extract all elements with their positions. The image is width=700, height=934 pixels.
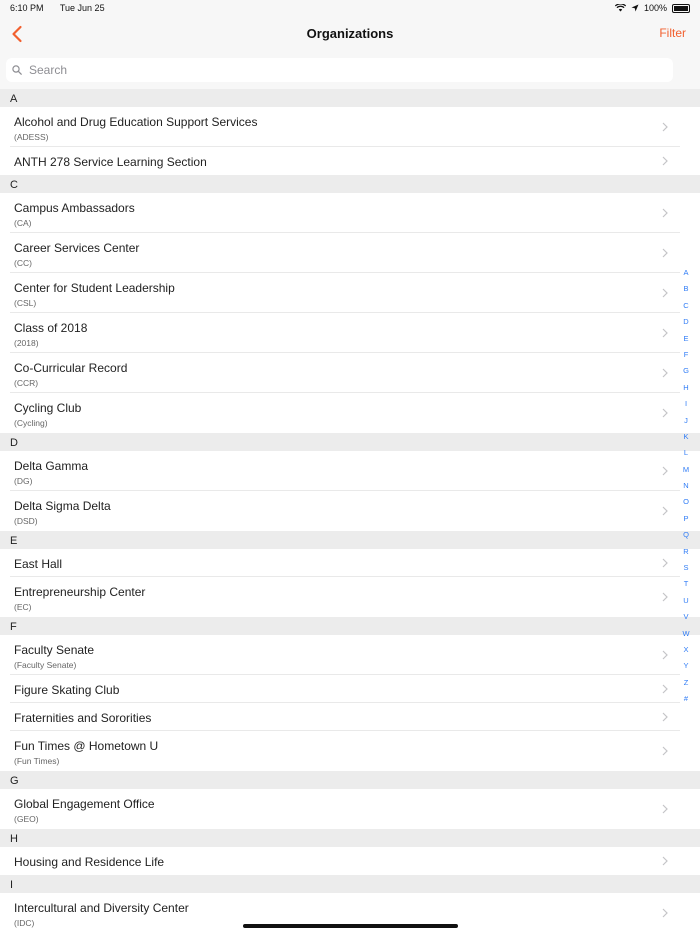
index-letter[interactable]: M <box>682 464 690 474</box>
filter-button[interactable]: Filter <box>659 26 686 40</box>
chevron-right-icon <box>662 248 668 258</box>
index-letter[interactable]: # <box>683 694 689 704</box>
organization-row[interactable] <box>0 703 700 731</box>
chevron-right-icon <box>662 288 668 298</box>
chevron-right-icon <box>662 506 668 516</box>
index-letter[interactable]: X <box>683 644 689 654</box>
organization-abbreviation: (Fun Times) <box>14 756 60 766</box>
organization-name: Delta Sigma Delta <box>14 499 111 513</box>
chevron-right-icon <box>662 856 668 866</box>
organization-abbreviation: (CSL) <box>14 298 37 308</box>
index-letter[interactable]: K <box>683 431 689 441</box>
organization-abbreviation: (CCR) <box>14 378 39 388</box>
search-input[interactable] <box>27 62 631 78</box>
organization-row[interactable] <box>0 313 700 353</box>
index-letter[interactable]: E <box>683 333 689 343</box>
organization-abbreviation: (GEO) <box>14 814 39 824</box>
organization-abbreviation: (CC) <box>14 258 32 268</box>
organization-name: Figure Skating Club <box>14 683 120 697</box>
organization-abbreviation: (Faculty Senate) <box>14 660 77 670</box>
chevron-right-icon <box>662 156 668 166</box>
chevron-right-icon <box>662 466 668 476</box>
organization-name: Center for Student Leadership <box>14 281 175 295</box>
index-letter[interactable]: O <box>683 497 689 507</box>
organization-name: Intercultural and Diversity Center <box>14 901 189 915</box>
chevron-right-icon <box>662 908 668 918</box>
index-letter[interactable]: Z <box>683 677 689 687</box>
organization-abbreviation: (DG) <box>14 476 33 486</box>
organization-name: Faculty Senate <box>14 643 95 657</box>
wifi-icon <box>615 4 626 12</box>
chevron-right-icon <box>662 208 668 218</box>
search-bar <box>0 51 700 89</box>
index-letter[interactable]: B <box>683 284 689 294</box>
organization-row[interactable] <box>0 546 700 577</box>
organization-row[interactable] <box>0 847 700 875</box>
organization-row[interactable] <box>0 789 700 829</box>
section-index <box>680 268 692 711</box>
section-header: A <box>0 89 700 107</box>
organization-name: East Hall <box>14 557 63 571</box>
index-letter[interactable]: N <box>683 481 689 491</box>
chevron-right-icon <box>662 804 668 814</box>
organization-row[interactable] <box>0 233 700 273</box>
chevron-right-icon <box>662 712 668 722</box>
section-header: H <box>0 829 700 847</box>
organization-name: Fraternities and Sororities <box>14 711 152 725</box>
index-letter[interactable]: H <box>683 382 689 392</box>
organizations-list <box>0 89 700 933</box>
section-header: G <box>0 771 700 789</box>
organization-abbreviation: (DSD) <box>14 516 38 526</box>
search-icon <box>12 65 22 75</box>
index-letter[interactable]: L <box>683 448 689 458</box>
index-letter[interactable]: Y <box>683 661 689 671</box>
battery-icon <box>672 4 690 13</box>
index-letter[interactable]: A <box>683 268 689 277</box>
index-letter[interactable]: I <box>684 399 688 409</box>
index-letter[interactable]: F <box>683 349 689 359</box>
organization-name: Cycling Club <box>14 401 82 415</box>
battery-percent: 100% <box>643 3 667 13</box>
organization-name: Class of 2018 <box>14 321 88 335</box>
index-letter[interactable]: V <box>683 612 689 622</box>
index-letter[interactable]: P <box>683 513 689 523</box>
status-bar <box>0 0 700 18</box>
organization-row[interactable] <box>0 147 700 175</box>
chevron-right-icon <box>662 650 668 660</box>
chevron-right-icon <box>662 746 668 756</box>
organization-row[interactable] <box>0 193 700 233</box>
chevron-right-icon <box>662 684 668 694</box>
chevron-right-icon <box>662 368 668 378</box>
chevron-right-icon <box>662 122 668 132</box>
chevron-right-icon <box>662 592 668 602</box>
status-time: 6:10 PM <box>10 3 44 13</box>
organization-row[interactable] <box>0 635 700 675</box>
chevron-right-icon <box>662 408 668 418</box>
index-letter[interactable]: W <box>682 628 690 638</box>
organization-name: Campus Ambassadors <box>14 201 135 215</box>
organization-name: Entrepreneurship Center <box>14 585 146 599</box>
index-letter[interactable]: C <box>683 300 689 310</box>
organization-row[interactable] <box>0 273 700 313</box>
organization-row[interactable] <box>0 491 700 531</box>
organization-row[interactable] <box>0 107 700 147</box>
organization-row[interactable] <box>0 731 700 771</box>
organization-abbreviation: (2018) <box>14 338 39 348</box>
home-indicator <box>243 924 458 928</box>
page-title: Organizations <box>306 26 394 41</box>
index-letter[interactable]: D <box>683 317 689 327</box>
organization-row[interactable] <box>0 577 700 617</box>
navigation-bar <box>0 18 700 52</box>
organization-name: Fun Times @ Hometown U <box>14 739 159 753</box>
organization-name: ANTH 278 Service Learning Section <box>14 155 207 169</box>
search-field[interactable] <box>6 58 673 82</box>
organization-row[interactable] <box>0 451 700 491</box>
chevron-right-icon <box>662 558 668 568</box>
organization-abbreviation: (IDC) <box>14 918 35 928</box>
organization-row[interactable] <box>0 353 700 393</box>
section-header: I <box>0 875 700 893</box>
index-letter[interactable]: T <box>683 579 689 589</box>
organization-row[interactable] <box>0 393 700 433</box>
section-header: C <box>0 175 700 193</box>
section-header: F <box>0 617 700 635</box>
organization-abbreviation: (ADESS) <box>14 132 49 142</box>
section-header: D <box>0 433 700 451</box>
status-date: Tue Jun 25 <box>59 3 105 13</box>
section-header: E <box>0 531 700 549</box>
organization-abbreviation: (EC) <box>14 602 32 612</box>
index-letter[interactable]: U <box>683 595 689 605</box>
organization-name: Global Engagement Office <box>14 797 155 811</box>
organization-name: Housing and Residence Life <box>14 855 165 869</box>
organization-abbreviation: (Cycling) <box>14 418 48 428</box>
chevron-right-icon <box>662 328 668 338</box>
organization-abbreviation: (CA) <box>14 218 32 228</box>
location-arrow-icon <box>631 4 639 12</box>
index-letter[interactable]: S <box>683 563 689 573</box>
organization-name: Co-Curricular Record <box>14 361 128 375</box>
index-letter[interactable]: R <box>683 546 689 556</box>
index-letter[interactable]: J <box>684 415 688 425</box>
organization-name: Career Services Center <box>14 241 140 255</box>
index-letter[interactable]: Q <box>683 530 689 540</box>
organization-name: Alcohol and Drug Education Support Services <box>14 115 258 129</box>
organization-name: Delta Gamma <box>14 459 89 473</box>
index-letter[interactable]: G <box>683 366 689 376</box>
organization-row[interactable] <box>0 675 700 703</box>
